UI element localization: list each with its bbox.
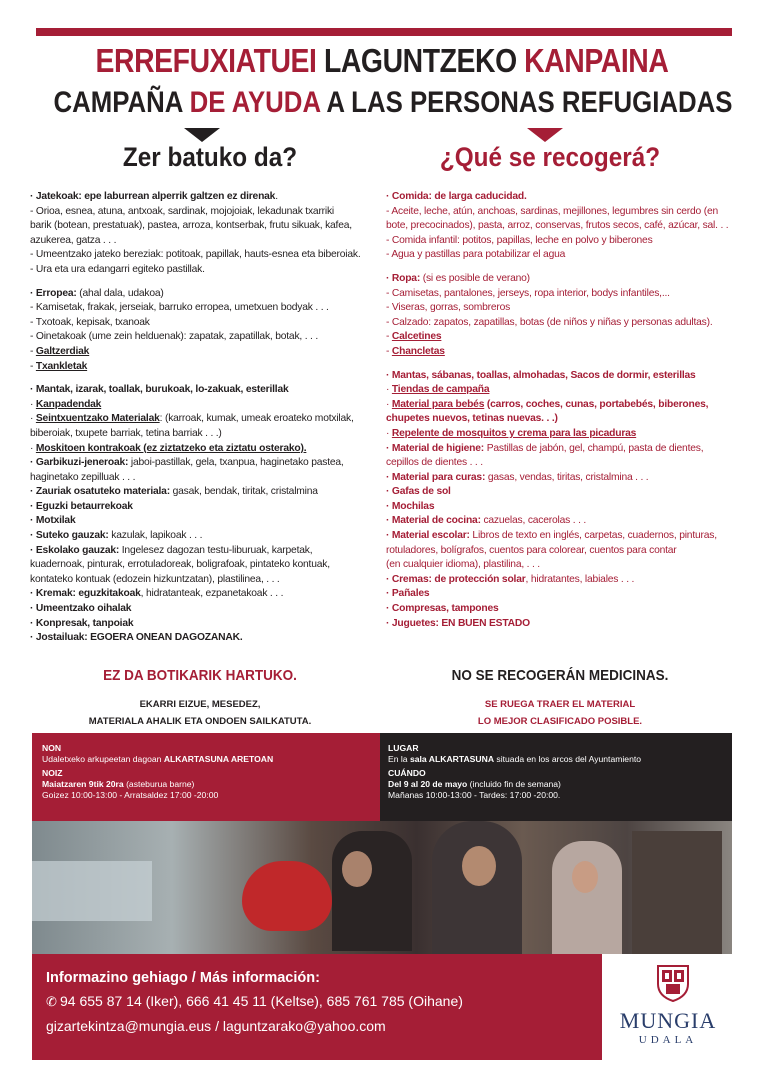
main-title-basque xyxy=(53,42,710,80)
list-item-text: gasak, bendak, tiritak, cristalmina xyxy=(169,486,318,498)
list-item-text: (carros, coches, cunas, portabebés, biberones, xyxy=(484,398,709,410)
list-item-text: cepillos de dientes . . . xyxy=(386,457,483,469)
list-item-text: Moskitoen kontrakoak (ez ziztatzeko eta ziztatu osterako). xyxy=(35,442,307,454)
no-medicines-notice-basque: EZ DA BOTIKARIK HARTUKO. xyxy=(103,667,297,684)
list-item-text: · Zauriak osatuteko materiala: xyxy=(30,486,170,498)
list-item-text: Pastillas de jabón, gel, champú, pasta de dientes, xyxy=(484,442,704,454)
list-item-text: · xyxy=(386,398,392,410)
list-item-text: , hidratantes, labiales . . . xyxy=(525,573,635,585)
list-item-text: · Comida: de larga caducidad. xyxy=(386,191,527,202)
list-item xyxy=(30,587,380,602)
list-item xyxy=(30,471,380,486)
where-text-part: situada en los arcos del Ayuntamiento xyxy=(494,754,642,764)
where-label: LUGAR xyxy=(388,743,419,753)
logo-name: MUNGIA xyxy=(619,1008,717,1033)
list-item-text: Tiendas de campaña xyxy=(391,384,490,396)
list-item-text: - Calzado: zapatos, zapatillas, botas (de niños y niñas y personas adultas). xyxy=(386,316,713,328)
main-title-spanish xyxy=(53,86,733,120)
list-item xyxy=(30,500,380,515)
list-item-text: barik (botean, prestatuak), pastea, arroza, kontserbak, frutu sikuak, kafea, xyxy=(30,220,352,232)
list-item xyxy=(30,248,380,263)
list-item xyxy=(386,248,758,263)
list-item-text: - xyxy=(30,345,36,357)
list-item-text: - xyxy=(30,360,36,372)
list-item-text: - Agua y pastillas para potabilizar el agua xyxy=(386,249,566,261)
list-item-text: · Eguzki betaurrekoak xyxy=(30,500,133,512)
list-item-text: · Ropa: xyxy=(386,272,421,284)
list-item-text: Kanpadendak xyxy=(35,398,102,410)
list-item xyxy=(386,234,758,249)
list-item xyxy=(30,219,380,234)
where-text-bold: ALKARTASUNA ARETOAN xyxy=(163,754,274,764)
list-item-text: Calcetines xyxy=(391,331,442,343)
list-item xyxy=(30,263,380,278)
list-item xyxy=(386,442,758,457)
list-item-text: · Material de cocina: xyxy=(386,515,481,527)
list-item-text: · Mantak, izarak, toallak, burukoak, lo-zakuak, esterillak xyxy=(30,384,289,396)
contact-heading: Informazino gehiago / Más información: xyxy=(46,970,320,986)
mungia-logo xyxy=(604,954,732,1060)
list-item-text: · Compresas, tampones xyxy=(386,603,499,615)
list-item xyxy=(30,345,380,360)
list-item-text: · Mantas, sábanas, toallas, almohadas, Sacos de dormir, esterillas xyxy=(386,369,696,381)
list-item-text: · Material para curas: xyxy=(386,471,486,483)
list-item-text: Seintxuentzako Materialak xyxy=(35,413,160,425)
list-item-text: : (karroak, kumak, umeak eroateko motxilak, xyxy=(159,413,354,425)
list-item-text: Galtzerdiak xyxy=(35,345,90,357)
when-note: (incluido fin de semana) xyxy=(467,779,561,789)
list-item-text: · Konpresak, tanpoiak xyxy=(30,617,134,629)
list-item xyxy=(30,360,380,375)
subtitle-spanish: ¿Qué se recogerá? xyxy=(439,142,661,172)
list-item xyxy=(386,330,758,345)
list-item-text: · xyxy=(386,384,392,396)
list-item-text: · Mochilas xyxy=(386,500,435,512)
list-gap xyxy=(386,263,758,272)
info-box-basque xyxy=(32,733,380,821)
list-item xyxy=(386,383,758,398)
list-item-text: , hidratanteak, ezpanetakoak . . . xyxy=(140,588,284,600)
list-item-text: · Jostailuak: EGOERA ONEAN DAGOZANAK. xyxy=(30,632,243,644)
request-line: EKARRI EIZUE, MESEDEZ, xyxy=(139,699,261,710)
list-item-text: kazulak, lapikoak . . . xyxy=(108,530,203,542)
list-gap xyxy=(30,374,380,383)
logo-sub: UDALA xyxy=(638,1034,698,1046)
list-item xyxy=(386,471,758,486)
when-text xyxy=(388,779,724,790)
list-item-text: · xyxy=(30,413,36,425)
list-item-text: (ahal dala, udakoa) xyxy=(76,287,164,299)
list-item xyxy=(386,301,758,316)
list-item-text: biberoiak, txupete barriak, tetina barriak . . .) xyxy=(30,427,222,439)
arrow-down-icon xyxy=(527,128,563,142)
list-item-text: Ingelesez dagozan testu-liburuak, karpetak, xyxy=(119,544,313,556)
list-item xyxy=(30,617,380,632)
phone-icon: ✆ xyxy=(46,994,57,1009)
when-label: CUÁNDO xyxy=(388,768,426,778)
list-item xyxy=(30,205,380,220)
list-item xyxy=(386,456,758,471)
when-hours: Goizez 10:00-13:00 - Arratsaldez 17:00 -20:00 xyxy=(42,790,219,800)
list-item xyxy=(386,345,758,360)
list-gap xyxy=(386,360,758,369)
list-item-text: - Txotoak, kepisak, txanoak xyxy=(30,316,150,328)
list-item xyxy=(30,558,380,573)
list-item xyxy=(386,412,758,427)
where-label: NON xyxy=(42,743,62,753)
list-item xyxy=(386,573,758,588)
list-item-text: · Material escolar: xyxy=(386,530,470,542)
list-item-text: - xyxy=(386,345,392,357)
list-item xyxy=(386,587,758,602)
list-item xyxy=(386,500,758,515)
list-item-text: chupetes nuevos, tetinas nuevas. . .) xyxy=(386,413,558,425)
list-item xyxy=(386,485,758,500)
list-item-text: - Orioa, esnea, atuna, antxoak, sardinak, mojojoiak, lekadunak txarriki xyxy=(30,205,335,217)
list-item-text: - Viseras, gorras, sombreros xyxy=(386,302,511,314)
list-item xyxy=(30,529,380,544)
list-item-text: · Erropea: xyxy=(30,287,77,299)
items-list-spanish xyxy=(386,190,758,631)
contact-footer xyxy=(32,954,602,1060)
list-item xyxy=(386,427,758,442)
list-item-text: - Oinetakoak (ume zein helduenak): zapatak, zapatillak, botak, . . . xyxy=(30,331,319,343)
list-item xyxy=(386,205,758,220)
list-item-text: Libros de texto en inglés, carpetas, cuadernos, pinturas, xyxy=(469,530,717,542)
top-accent-bar xyxy=(36,28,732,36)
title-word-3: KANPAINA xyxy=(524,42,669,79)
list-item-text: · xyxy=(30,398,36,410)
when-label: NOIZ xyxy=(42,768,63,778)
list-item-text: azukerea, gatza . . . xyxy=(30,234,117,246)
list-item-text: · Cremas: de protección solar xyxy=(386,573,526,585)
list-item-text: · Motxilak xyxy=(30,515,76,527)
list-item-text: - Camisetas, pantalones, jerseys, ropa interior, bodys infantiles,... xyxy=(386,287,670,299)
where-text xyxy=(388,754,724,765)
list-item xyxy=(30,442,380,457)
when-dates: Maiatzaren 9tik 20ra xyxy=(42,779,124,789)
list-item-text: Txankletak xyxy=(35,360,88,372)
list-item xyxy=(386,558,758,573)
list-item-text: rotuladores, bolígrafos, cuentos para colorear, cuentos para contar xyxy=(386,544,677,556)
where-text xyxy=(42,754,370,765)
list-item xyxy=(30,485,380,500)
request-line: SE RUEGA TRAER EL MATERIAL xyxy=(484,699,636,710)
list-item xyxy=(30,234,380,249)
list-item xyxy=(30,412,380,427)
list-item xyxy=(30,330,380,345)
list-item xyxy=(30,287,380,302)
list-item-text: Chancletas xyxy=(391,345,445,357)
list-item-text: gasas, vendas, tiritas, cristalmina . . . xyxy=(485,471,649,483)
list-gap xyxy=(30,278,380,287)
list-item xyxy=(30,631,380,646)
list-item-text: (en cualquier idioma), plastilina, . . . xyxy=(386,559,540,571)
list-item-text: · Pañales xyxy=(386,588,430,600)
list-item xyxy=(386,369,758,384)
title-word-1: ERREFUXIATUEI xyxy=(95,42,317,79)
list-item xyxy=(386,544,758,559)
where-text-bold: sala ALKARTASUNA xyxy=(409,754,495,764)
list-item xyxy=(386,272,758,287)
when-note: (asteburua barne) xyxy=(123,779,195,789)
list-item xyxy=(386,529,758,544)
list-item-text: · Juguetes: EN BUEN ESTADO xyxy=(386,617,530,629)
list-item xyxy=(30,544,380,559)
list-item xyxy=(30,316,380,331)
refugees-photo xyxy=(32,821,732,954)
when-dates: Del 9 al 20 de mayo xyxy=(388,779,468,789)
title2-word-2: DE AYUDA xyxy=(189,86,321,119)
list-item-text: - Comida infantil: potitos, papillas, leche en polvo y biberones xyxy=(386,234,653,246)
where-text-part: En la xyxy=(388,754,410,764)
list-item xyxy=(30,514,380,529)
list-item xyxy=(30,573,380,588)
list-item-text: kontateko kontuak (edozein hizkuntzatan), plastilinea, . . . xyxy=(30,573,280,585)
list-item xyxy=(386,219,758,234)
list-item xyxy=(30,602,380,617)
title2-word-1: CAMPAÑA xyxy=(53,86,183,119)
list-item-text: (si es posible de verano) xyxy=(420,272,530,284)
info-box-spanish xyxy=(380,733,732,821)
list-item-text: bote, precocinados), pasta, arroz, conservas, frutos secos, café, azúcar, sal. . . xyxy=(386,220,729,232)
when-hours: Mañanas 10:00-13:00 - Tardes: 17:00 -20:00. xyxy=(388,790,561,800)
list-item-text: · Gafas de sol xyxy=(386,486,451,498)
list-item-text: · Umeentzako oihalak xyxy=(30,603,132,615)
list-item xyxy=(386,617,758,632)
request-line: LO MEJOR CLASIFICADO POSIBLE. xyxy=(477,716,643,727)
list-item-text: jaboi-pastillak, gela, txanpua, haginetako pastea, xyxy=(128,457,344,469)
where-text-part: Udaletxeko arkupeetan dagoan xyxy=(42,754,164,764)
no-medicines-notice-spanish: NO SE RECOGERÁN MEDICINAS. xyxy=(451,667,669,684)
contact-emails: gizartekintza@mungia.eus / laguntzarako@yahoo.com xyxy=(46,1018,386,1034)
subtitle-basque: Zer batuko da? xyxy=(122,142,298,172)
list-item-text: - Ura eta ura edangarri egiteko pastillak. xyxy=(30,263,205,275)
list-item-text: kuadernoak, pinturak, errotuladoreak, boligrafoak, pintateko kontuak, xyxy=(30,559,330,571)
list-item xyxy=(386,316,758,331)
list-item-text: · xyxy=(386,427,392,439)
title2-word-3: A LAS PERSONAS REFUGIADAS xyxy=(326,86,733,119)
list-item xyxy=(386,514,758,529)
list-item xyxy=(386,602,758,617)
list-item-text: - Umeentzako jateko bereziak: potitoak, papillak, hauts-esnea eta biberoiak. xyxy=(30,249,361,261)
list-item xyxy=(30,383,380,398)
list-item-text: - xyxy=(386,331,392,343)
list-item-text: haginetako zepilluak . . . xyxy=(30,471,136,483)
items-list-basque xyxy=(30,190,380,646)
title-word-2: LAGUNTZEKO xyxy=(323,42,517,79)
request-line: MATERIALA AHALIK ETA ONDOEN SAILKATUTA. xyxy=(88,716,312,727)
list-item-text: cazuelas, cacerolas . . . xyxy=(480,515,587,527)
list-item-text: · Material de higiene: xyxy=(386,442,485,454)
arrow-down-icon xyxy=(184,128,220,142)
phone-numbers: 94 655 87 14 (Iker), 666 41 45 11 (Keltse), 685 761 785 (Oihane) xyxy=(60,993,463,1009)
list-item xyxy=(30,301,380,316)
request-note-basque xyxy=(30,696,370,730)
list-item xyxy=(30,427,380,442)
list-item-text: - Kamisetak, frakak, jerseiak, barruko erropea, umetxuen bodyak . . . xyxy=(30,302,329,314)
list-item-text: · Jatekoak: epe laburrean alperrik galtzen ez direnak xyxy=(30,191,276,202)
coat-of-arms-icon xyxy=(656,964,690,1002)
list-item-text: · Kremak: eguzkitakoak xyxy=(30,588,141,600)
request-note-spanish xyxy=(390,696,730,730)
list-item-text: · Suteko gauzak: xyxy=(30,530,109,542)
contact-phones xyxy=(46,993,588,1010)
list-item xyxy=(386,190,758,205)
list-item-text: · Garbikuzi-jeneroak: xyxy=(30,457,129,469)
list-item xyxy=(30,190,380,205)
when-text xyxy=(42,779,370,790)
list-item-text: · xyxy=(30,442,36,454)
list-item-text: . xyxy=(275,191,278,202)
list-item-text: · Eskolako gauzak: xyxy=(30,544,120,556)
list-item-text: - Aceite, leche, atún, anchoas, sardinas, mejillones, legumbres sin cerdo (en xyxy=(386,205,719,217)
list-item-text: Repelente de mosquitos y crema para las picaduras xyxy=(391,427,637,439)
list-item-text: Material para bebés xyxy=(391,398,485,410)
list-item xyxy=(30,456,380,471)
list-item xyxy=(386,398,758,413)
list-item xyxy=(30,398,380,413)
list-item xyxy=(386,287,758,302)
